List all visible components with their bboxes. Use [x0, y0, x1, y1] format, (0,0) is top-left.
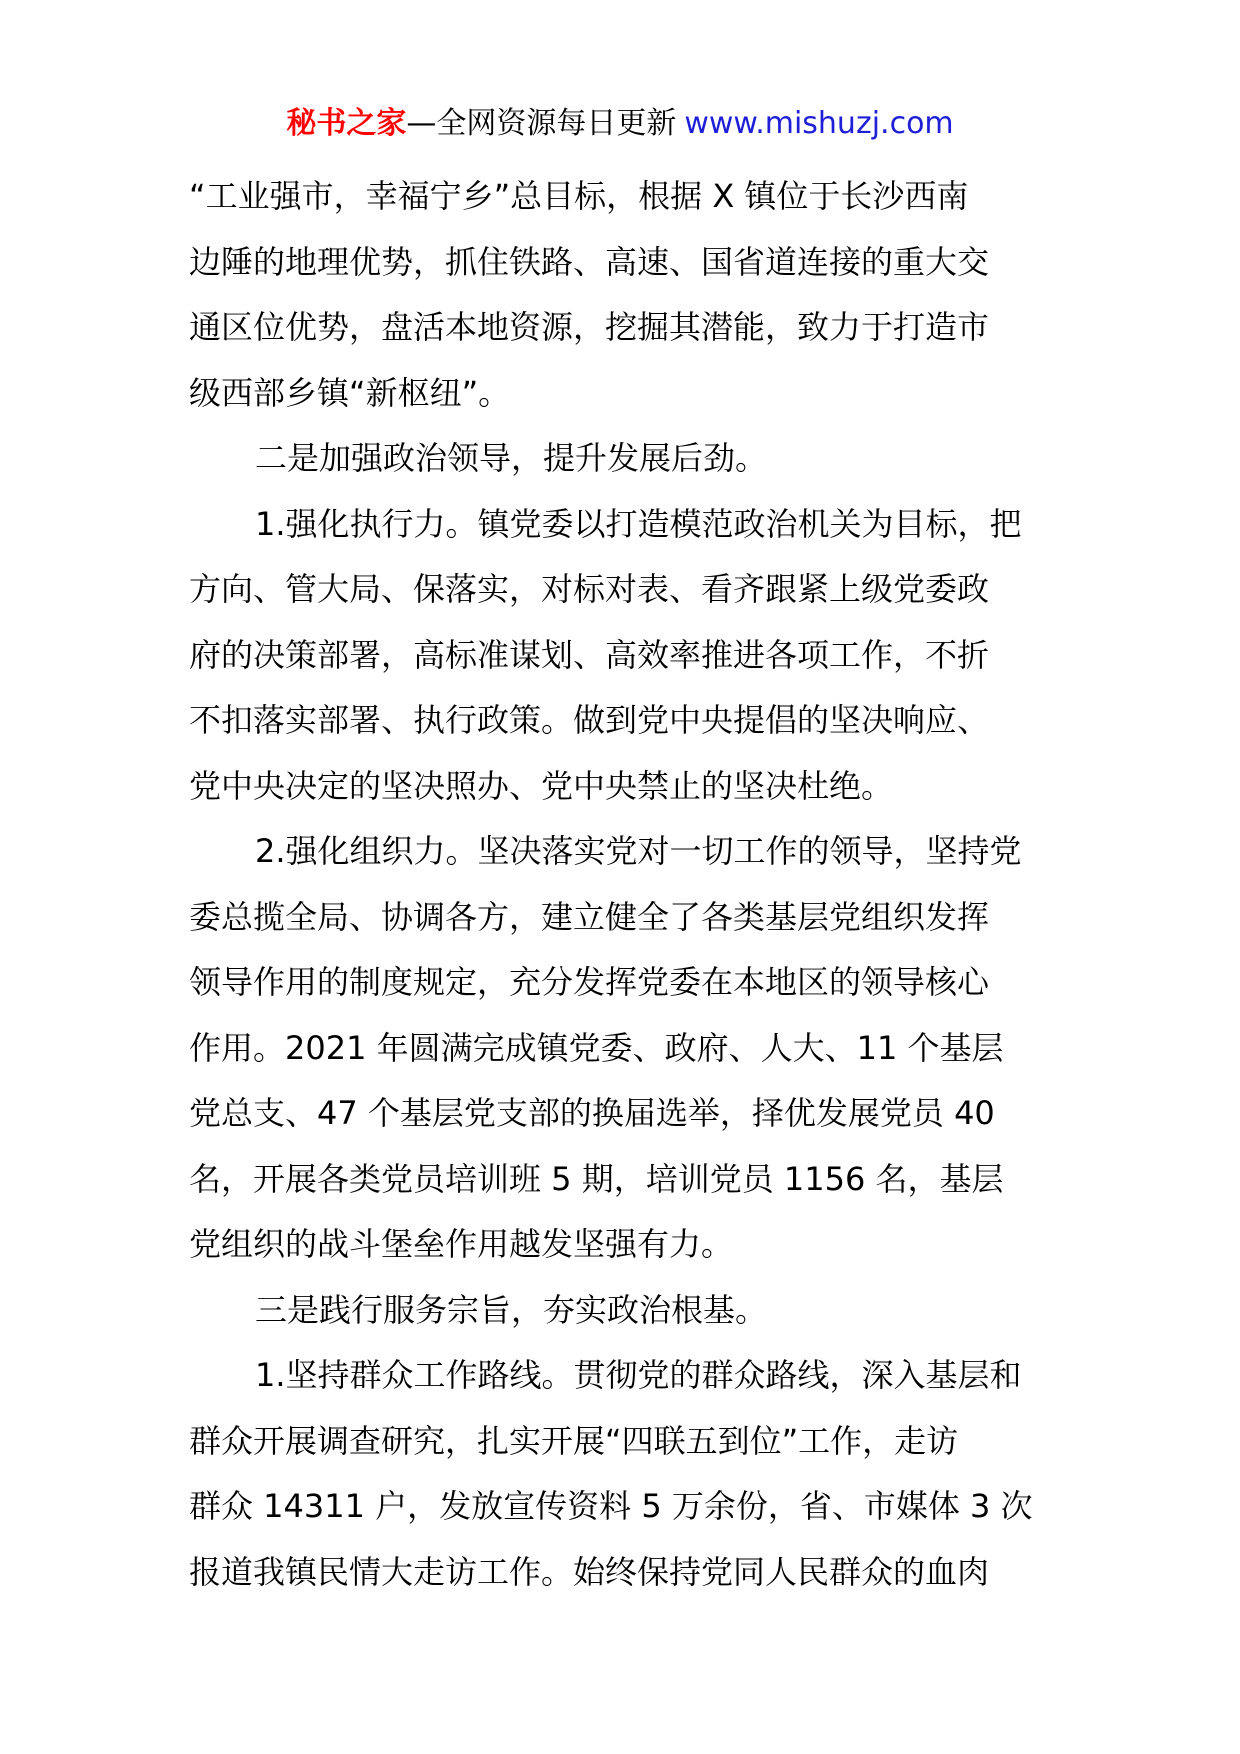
- text-line: 1.强化执行力。镇党委以打造模范政治机关为目标，把: [255, 504, 1022, 543]
- text-line: 不扣落实部署、执行政策。做到党中央提倡的坚决响应、: [189, 701, 990, 739]
- text-line: 2.强化组织力。坚决落实党对一切工作的领导，坚持党: [255, 832, 1022, 870]
- text-line: 名，开展各类党员培训班 5 期，培训党员 1156 名，基层: [189, 1159, 1004, 1198]
- brand-name: 秘书之家: [286, 106, 407, 141]
- text-line: 通区位优势，盘活本地资源，挖掘其潜能，致力于打造市: [189, 308, 990, 346]
- header-tagline: —全网资源每日更新: [406, 106, 677, 141]
- text-line: 报道我镇民情大走访工作。始终保持党同人民群众的血肉: [189, 1552, 990, 1591]
- text-line: 领导作用的制度规定，充分发挥党委在本地区的领导核心: [189, 963, 990, 1001]
- text-line: 群众开展调查研究，扎实开展“四联五到位”工作，走访: [189, 1421, 959, 1460]
- text-line: 府的决策部署，高标准谋划、高效率推进各项工作，不折: [189, 635, 990, 674]
- document-body: [189, 164, 1059, 1605]
- text-line: 方向、管大局、保落实，对标对表、看齐跟紧上级党委政: [189, 570, 990, 608]
- text-line: 党中央决定的坚决照办、党中央禁止的坚决杜绝。: [189, 766, 894, 805]
- text-line: 二是加强政治领导，提升发展后劲。: [255, 439, 768, 477]
- text-line: 1.坚持群众工作路线。贯彻党的群众路线，深入基层和: [255, 1356, 1022, 1394]
- site-url-link[interactable]: www.mishuzj.com: [684, 106, 954, 141]
- page-header: [0, 102, 1240, 146]
- text-line: 三是践行服务宗旨，夯实政治根基。: [255, 1290, 768, 1329]
- text-line: 群众 14311 户，发放宣传资料 5 万余份，省、市媒体 3 次: [189, 1487, 1033, 1525]
- text-line: 边陲的地理优势，抓住铁路、高速、国省道连接的重大交: [189, 242, 990, 281]
- text-line: 级西部乡镇“新枢纽”。: [189, 373, 511, 412]
- text-line: 委总揽全局、协调各方，建立健全了各类基层党组织发挥: [189, 897, 990, 936]
- text-line: 党总支、47 个基层党支部的换届选举，择优发展党员 40: [189, 1094, 995, 1132]
- text-line: “工业强市，幸福宁乡”总目标，根据 X 镇位于长沙西南: [189, 177, 969, 215]
- text-line: 作用。2021 年圆满完成镇党委、政府、人大、11 个基层: [189, 1028, 1004, 1067]
- text-line: 党组织的战斗堡垒作用越发坚强有力。: [189, 1225, 734, 1263]
